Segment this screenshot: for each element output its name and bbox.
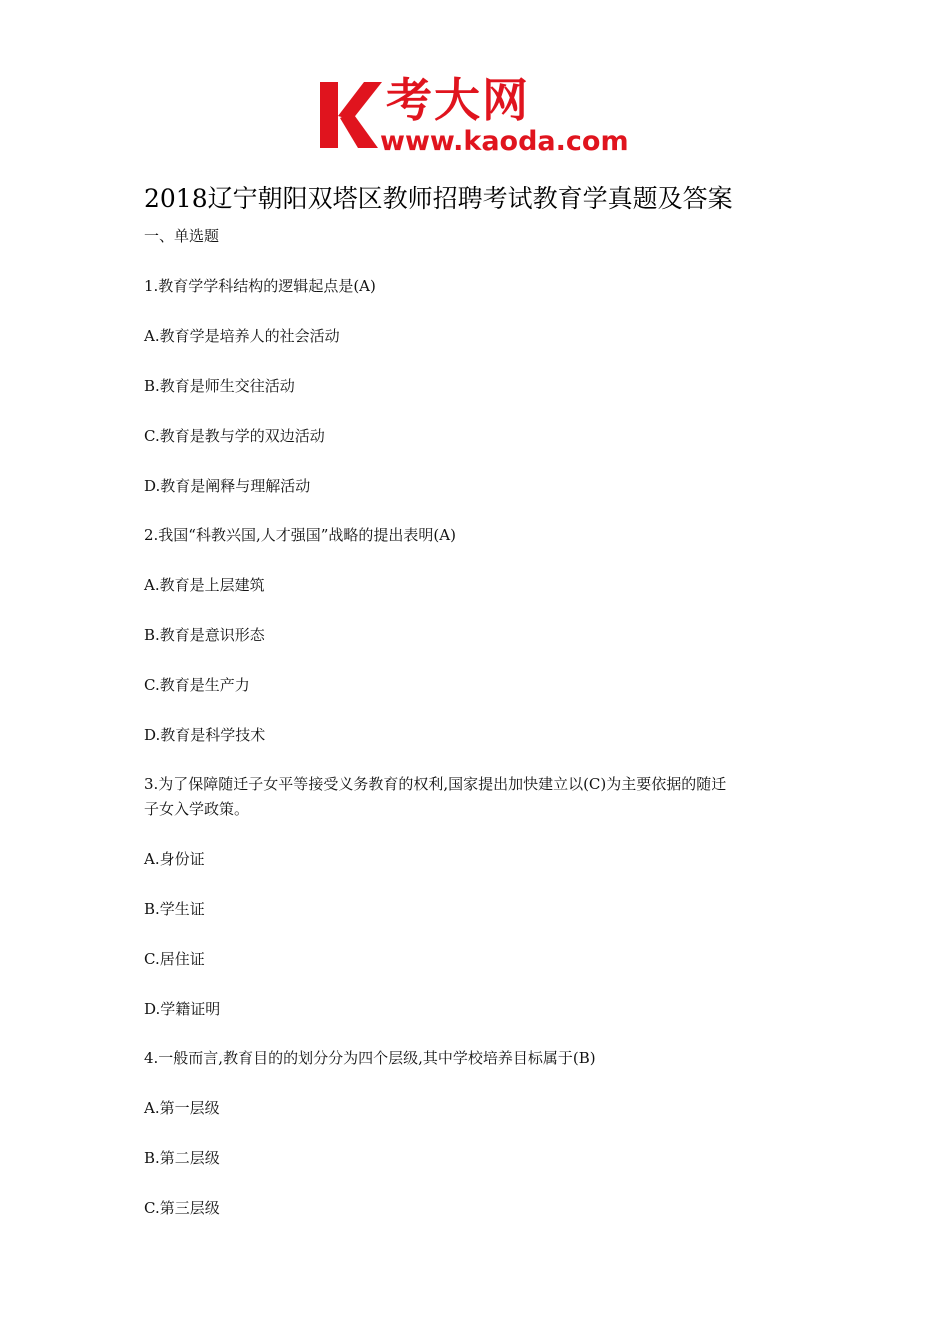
question-3-option-b: B.学生证 bbox=[144, 900, 205, 918]
question-3-option-d: D.学籍证明 bbox=[144, 1000, 221, 1018]
question-1-option-d: D.教育是阐释与理解活动 bbox=[144, 477, 311, 495]
question-1-option-c: C.教育是教与学的双边活动 bbox=[144, 427, 325, 445]
logo-brand-text: 考大网 bbox=[386, 73, 530, 127]
question-4-option-a: A.第一层级 bbox=[144, 1099, 220, 1117]
question-4-option-b: B.第二层级 bbox=[144, 1149, 220, 1167]
question-1-stem: 1.教育学学科结构的逻辑起点是(A) bbox=[144, 277, 376, 295]
question-2-option-d: D.教育是科学技术 bbox=[144, 726, 266, 744]
question-1-option-a: A.教育学是培养人的社会活动 bbox=[144, 327, 340, 345]
logo-url-text: www.kaoda.com bbox=[380, 126, 629, 157]
question-2-option-a: A.教育是上层建筑 bbox=[144, 576, 265, 594]
k-logo-icon bbox=[318, 78, 384, 152]
question-3-option-a: A.身份证 bbox=[144, 850, 205, 868]
kaoda-logo bbox=[318, 73, 640, 160]
question-4-stem: 4.一般而言,教育目的的划分分为四个层级,其中学校培养目标属于(B) bbox=[144, 1049, 596, 1067]
question-2-option-c: C.教育是生产力 bbox=[144, 676, 250, 694]
question-2-option-b: B.教育是意识形态 bbox=[144, 626, 265, 644]
question-4-option-c: C.第三层级 bbox=[144, 1199, 220, 1217]
question-2-stem: 2.我国“科教兴国,人才强国”战略的提出表明(A) bbox=[144, 526, 456, 544]
question-3-stem-line-1: 3.为了保障随迁子女平等接受义务教育的权利,国家提出加快建立以(C)为主要依据的随迁 bbox=[144, 775, 727, 793]
document-title: 2018辽宁朝阳双塔区教师招聘考试教育学真题及答案 bbox=[144, 184, 733, 213]
section-heading: 一、单选题 bbox=[144, 227, 220, 245]
question-3-stem-line-2: 子女入学政策。 bbox=[144, 800, 250, 818]
question-1-option-b: B.教育是师生交往活动 bbox=[144, 377, 295, 395]
question-3-option-c: C.居住证 bbox=[144, 950, 205, 968]
